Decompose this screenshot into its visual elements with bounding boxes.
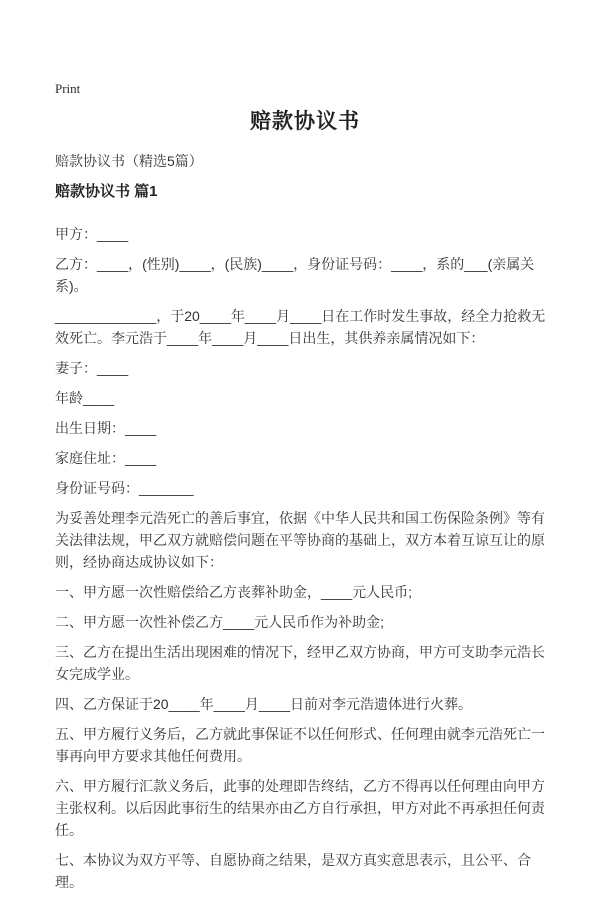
document-paragraph: 三、乙方在提出生活出现困难的情况下，经甲乙双方协商，甲方可支助李元浩长女完成学业。	[55, 644, 545, 682]
document-body	[55, 223, 555, 893]
document-paragraph: 六、甲方履行汇款义务后，此事的处理即告终结，乙方不得再以任何理由向甲方主张权利。以后因此事衍生的结果亦由乙方自行承担，甲方对此不再承担任何责任。	[55, 778, 545, 838]
page-title: 赔款协议书	[250, 110, 360, 133]
print-button[interactable]: Print	[55, 81, 81, 96]
document-paragraph: 二、甲方愿一次性补偿乙方____元人民币作为补助金;	[55, 614, 385, 630]
document-paragraph: 四、乙方保证于20____年____月____日前对李元浩遗体进行火葬。	[55, 696, 473, 712]
document-paragraph: 年龄____	[55, 390, 115, 406]
document-paragraph: 身份证号码：_______	[55, 480, 194, 496]
document-paragraph: 五、甲方履行义务后，乙方就此事保证不以任何形式、任何理由就李元浩死亡一事再向甲方要求其他任何费用。	[55, 726, 545, 764]
document-subtitle: 赔款协议书（精选5篇）	[55, 153, 203, 169]
document-paragraph: 七、本协议为双方平等、自愿协商之结果，是双方真实意思表示，且公平、合理。	[55, 852, 531, 890]
document-paragraph: 出生日期：____	[55, 420, 157, 436]
section-heading: 赔款协议书 篇1	[55, 183, 158, 200]
document-paragraph: 家庭住址：____	[55, 450, 157, 466]
document-paragraph: _____________，于20____年____月____日在工作时发生事故，经全力抢救无效死亡。李元浩于____年____月____日出生，其供养亲属情况如下：	[55, 308, 546, 346]
document-paragraph: 为妥善处理李元浩死亡的善后事宜，依据《中华人民共和国工伤保险条例》等有关法律法规，甲乙双方就赔偿问题在平等协商的基础上，双方本着互谅互让的原则，经协商达成协议如下：	[55, 510, 545, 570]
document-paragraph: 甲方：____	[55, 226, 129, 242]
document-paragraph: 妻子：____	[55, 360, 129, 376]
document-paragraph: 一、甲方愿一次性赔偿给乙方丧葬补助金，____元人民币;	[55, 584, 413, 600]
document-paragraph: 乙方：____，(性别)____，(民族)____，身份证号码：____，系的___(亲属关系)。	[55, 256, 535, 294]
